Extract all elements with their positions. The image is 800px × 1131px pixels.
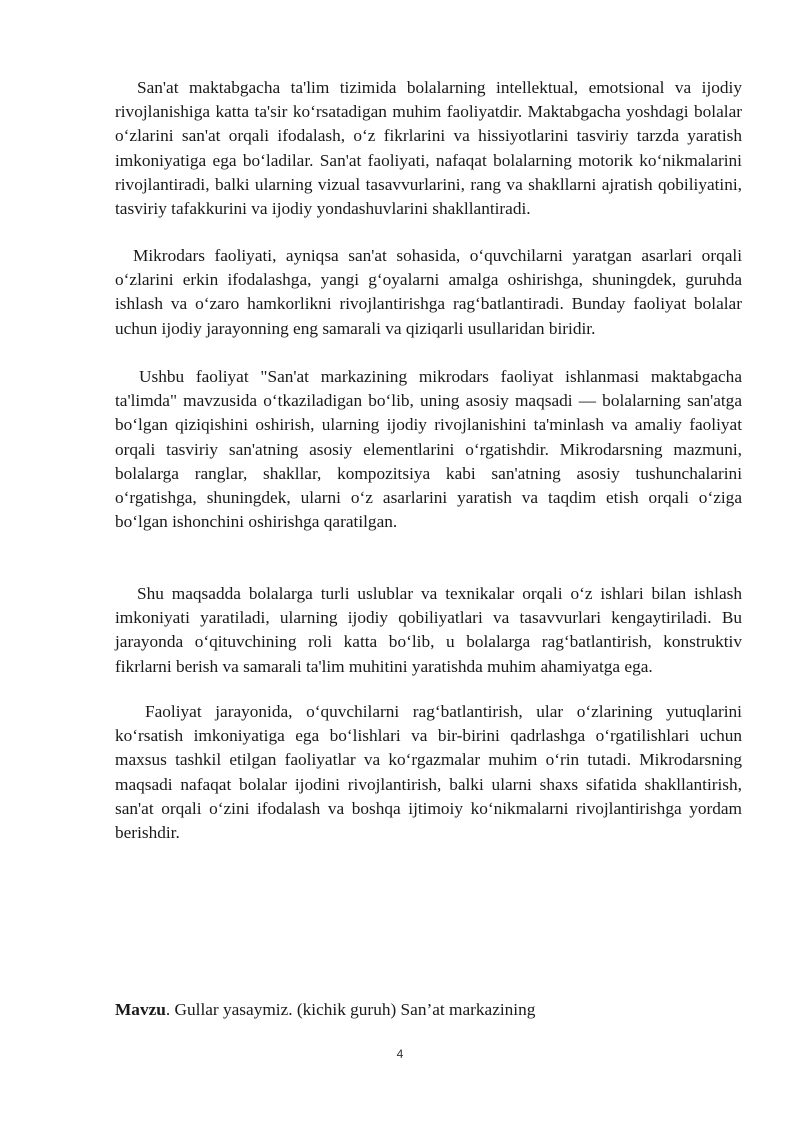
page-number: 4 [396, 1047, 404, 1061]
paragraph-2-text: Mikrodars faoliyati, ayniqsa san'at sohasida, o‘quvchilarni yaratgan asarlari orqali o‘zlarini erkin ifodalashga, yangi g‘oyalarni amalga oshirishga, shuningdek, guruhda ishlash va o‘zaro hamkorlikni rivojlantirishga rag‘batlantiradi. Bunday faoliyat bolalar uchun ijodiy jarayonning eng samarali va qiziqarli usullaridan biridir. [115, 246, 742, 338]
paragraph-1-text: San'at maktabgacha ta'lim tizimida bolalarning intellektual, emotsional va ijodiy rivojlanishiga katta ta'sir ko‘rsatadigan muhim faoliyatdir. Maktabgacha yoshdagi bolalar o‘zlarini san'at orqali ifodalash, o‘z fikrlarini va hissiyotlarini tasviriy tarzda yaratish imkoniyatiga ega bo‘ladilar. San'at faoliyati, nafaqat bolalarning motorik ko‘nikmalarini rivojlantiradi, balki ularning vizual tasavvurlarini, rang va shakllarni ajratish qobiliyatini, tasviriy tafakkurini va ijodiy yondashuvlarini shakllantiradi. [115, 78, 742, 219]
paragraph-1 [115, 76, 742, 221]
topic-text: . Gullar yasaymiz. (kichik guruh) San’at markazining [165, 1000, 536, 1019]
paragraph-3-text: Ushbu faoliyat "San'at markazining mikrodars faoliyat ishlanmasi maktabgacha ta'limda" mavzusida o‘tkaziladigan bo‘lib, uning asosiy maqsadi — bolalarning san'atga bo‘lgan qiziqishini oshirish, ularning ijodiy rivojlanishini ta'minlash va amaliy faoliyat orqali tasviriy san'atning asosiy elementlarini o‘rgatishdir. Mikrodarsning mazmuni, bolalarga ranglar, shakllar, kompozitsiya kabi san'atning asosiy tushunchalarini o‘rgatishga, shuningdek, ularni o‘z asarlarini yaratish va taqdim etish orqali o‘ziga bo‘lgan ishonchini oshirishga qaratilgan. [115, 367, 742, 532]
topic-line [115, 998, 535, 1022]
paragraph-5-text: Faoliyat jarayonida, o‘quvchilarni rag‘batlantirish, ular o‘zlarining yutuqlarini ko‘rsatish imkoniyatiga ega bo‘lishlari va bir-birini qadrlashga o‘rgatilishlari uchun maxsus tashkil etilgan faoliyatlar va ko‘rgazmalar muhim o‘rin tutadi. Mikrodarsning maqsadi nafaqat bolalar ijodini rivojlantirish, balki ularni shaxs sifatida shakllantirish, san'at orqali o‘zini ifodalash va boshqa ijtimoiy ko‘nikmalarni rivojlantirishga yordam berishdir. [115, 702, 742, 843]
paragraph-3 [115, 365, 742, 534]
topic-label: Mavzu [115, 1000, 166, 1019]
paragraph-2 [115, 244, 742, 341]
paragraph-4 [115, 582, 742, 679]
paragraph-4-text: Shu maqsadda bolalarga turli uslublar va texnikalar orqali o‘z ishlari bilan ishlash imkoniyati yaratiladi, ularning ijodiy qobiliyatlari va tasavvurlari kengaytiriladi. Bu jarayonda o‘qituvchining roli katta bo‘lib, u bolalarga rag‘batlantirish, konstruktiv fikrlarni berish va samarali ta'lim muhitini yaratishda muhim ahamiyatga ega. [115, 584, 742, 676]
paragraph-5 [115, 700, 742, 845]
